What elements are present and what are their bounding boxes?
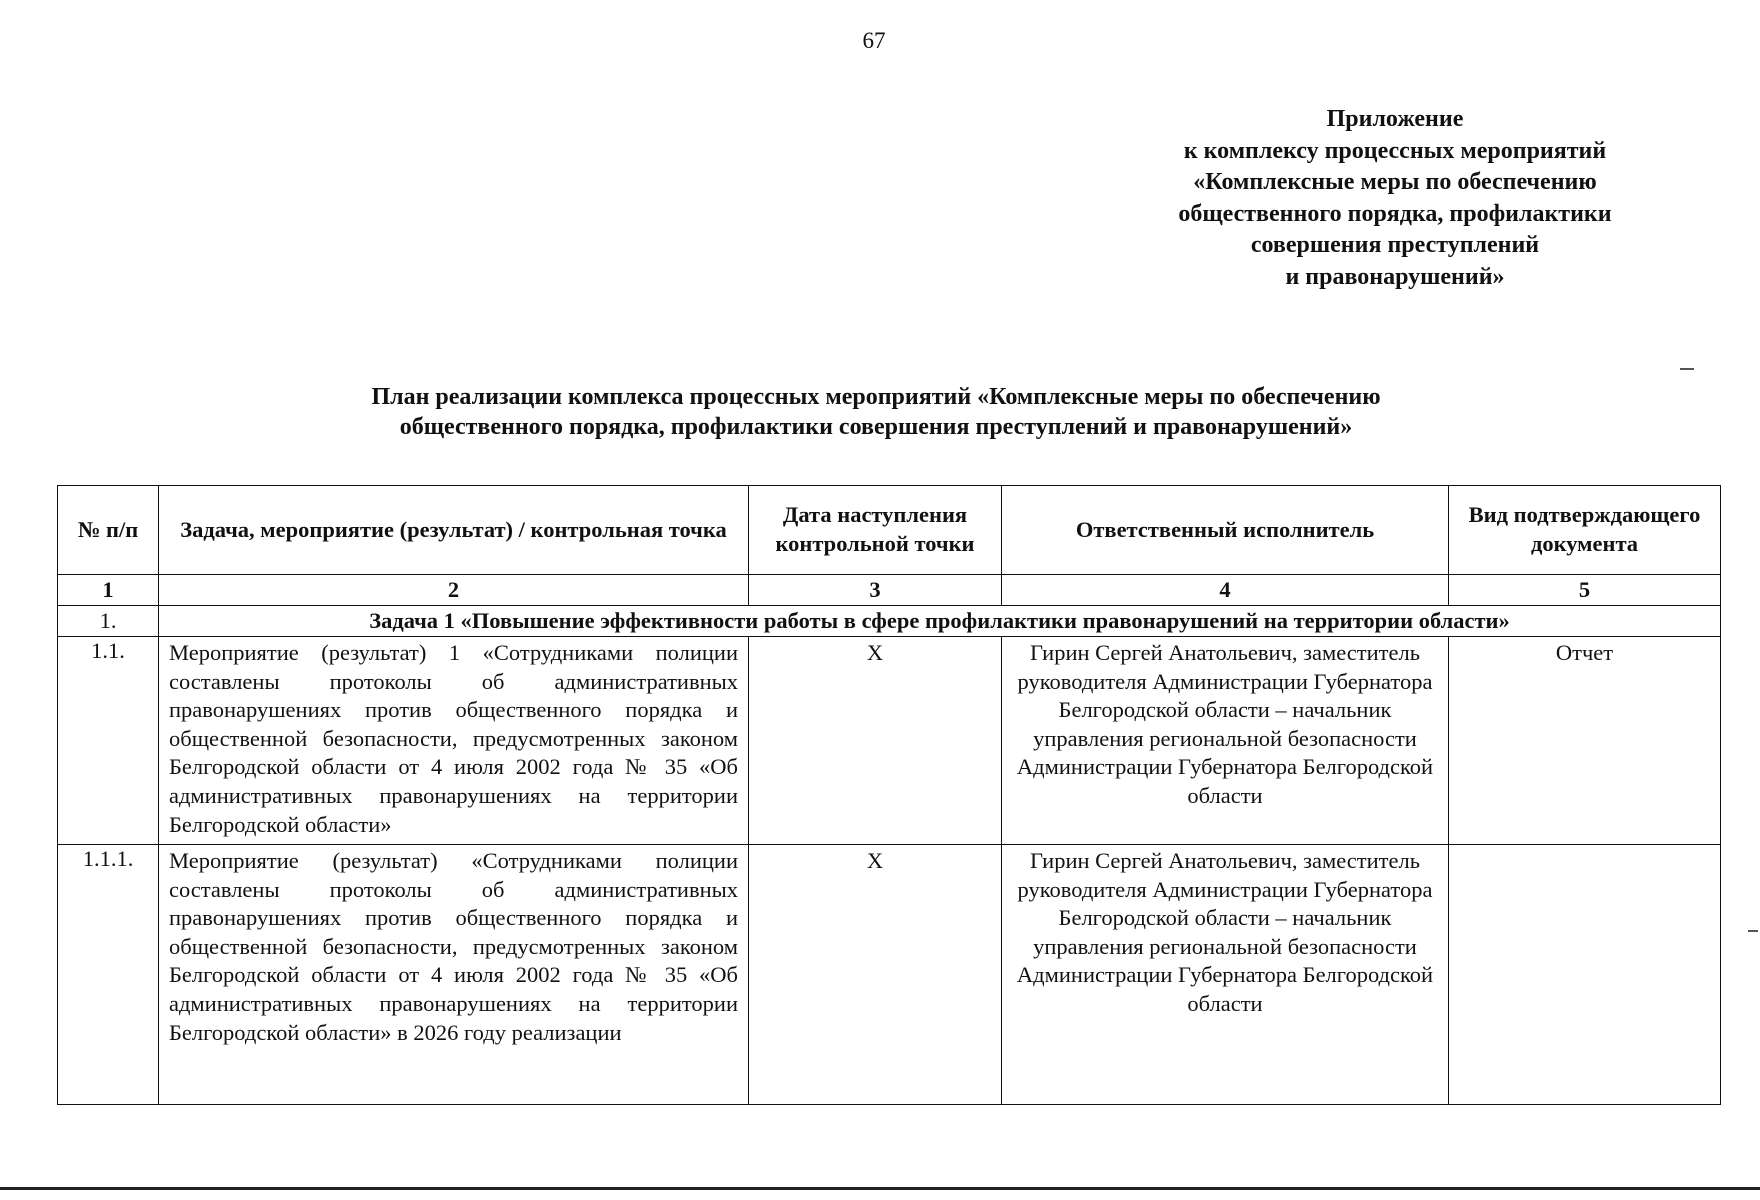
header-responsible: Ответственный исполнитель [1002, 486, 1449, 575]
plan-title-line: общественного порядка, профилактики совершения преступлений и правонарушений» [399, 414, 1353, 440]
appendix-header [1120, 104, 1670, 293]
table-row [58, 845, 1721, 1105]
appendix-line: и правонарушений» [1285, 263, 1505, 290]
row-document: Отчет [1449, 637, 1721, 845]
row-responsible: Гирин Сергей Анатольевич, заместитель руководителя Администрации Губернатора Белгородской области – начальник управления региональной безопасности Администрации Губернатора Белгородской области [1002, 637, 1449, 845]
header-date: Дата наступления контрольной точки [749, 486, 1002, 575]
row-date: X [749, 845, 1002, 1105]
table-header-row [58, 486, 1721, 575]
row-date: X [749, 637, 1002, 845]
plan-title-line: План реализации комплекса процессных мероприятий «Комплексные меры по обеспечению [371, 384, 1381, 410]
header-number: № п/п [58, 486, 159, 575]
header-document: Вид подтверждающего документа [1449, 486, 1721, 575]
row-description: Мероприятие (результат) 1 «Сотрудниками полиции составлены протоколы об административных правонарушениях против общественного порядка и общественной безопасности, предусмотренных законом Белгородской области от 4 июля 2002 года № 35 «Об административных правонарушениях на территории Белгородской области» [159, 637, 749, 845]
appendix-line: к комплексу процессных мероприятий [1183, 137, 1607, 164]
table-row [58, 637, 1721, 845]
appendix-line: общественного порядка, профилактики [1178, 200, 1612, 227]
column-number: 5 [1449, 575, 1721, 606]
task-title: Задача 1 «Повышение эффективности работы в сфере профилактики правонарушений на территории области» [159, 606, 1721, 637]
column-number: 1 [58, 575, 159, 606]
header-task: Задача, мероприятие (результат) / контрольная точка [159, 486, 749, 575]
task-row [58, 606, 1721, 637]
plan-title [0, 382, 1752, 442]
appendix-line: «Комплексные меры по обеспечению [1193, 169, 1597, 195]
row-number: 1.1. [58, 637, 159, 845]
page-bottom-rule [0, 1187, 1760, 1190]
row-responsible: Гирин Сергей Анатольевич, заместитель руководителя Администрации Губернатора Белгородской области – начальник управления региональной безопасности Администрации Губернатора Белгородской области [1002, 845, 1449, 1105]
column-number: 3 [749, 575, 1002, 606]
row-number: 1.1.1. [58, 845, 159, 1105]
column-number: 2 [159, 575, 749, 606]
appendix-line: совершения преступлений [1250, 232, 1540, 258]
row-description: Мероприятие (результат) «Сотрудниками полиции составлены протоколы об административных правонарушениях против общественного порядка и общественной безопасности, предусмотренных законом Белгородской области от 4 июля 2002 года № 35 «Об административных правонарушениях на территории Белгородской области» в 2026 году реализации [159, 845, 749, 1105]
scan-mark [1748, 930, 1758, 932]
task-number: 1. [58, 606, 159, 637]
row-document [1449, 845, 1721, 1105]
scan-mark [1680, 368, 1694, 370]
plan-table [57, 485, 1721, 1105]
appendix-line: Приложение [1326, 106, 1464, 132]
column-number-row [58, 575, 1721, 606]
column-number: 4 [1002, 575, 1449, 606]
page-number: 67 [862, 28, 886, 53]
